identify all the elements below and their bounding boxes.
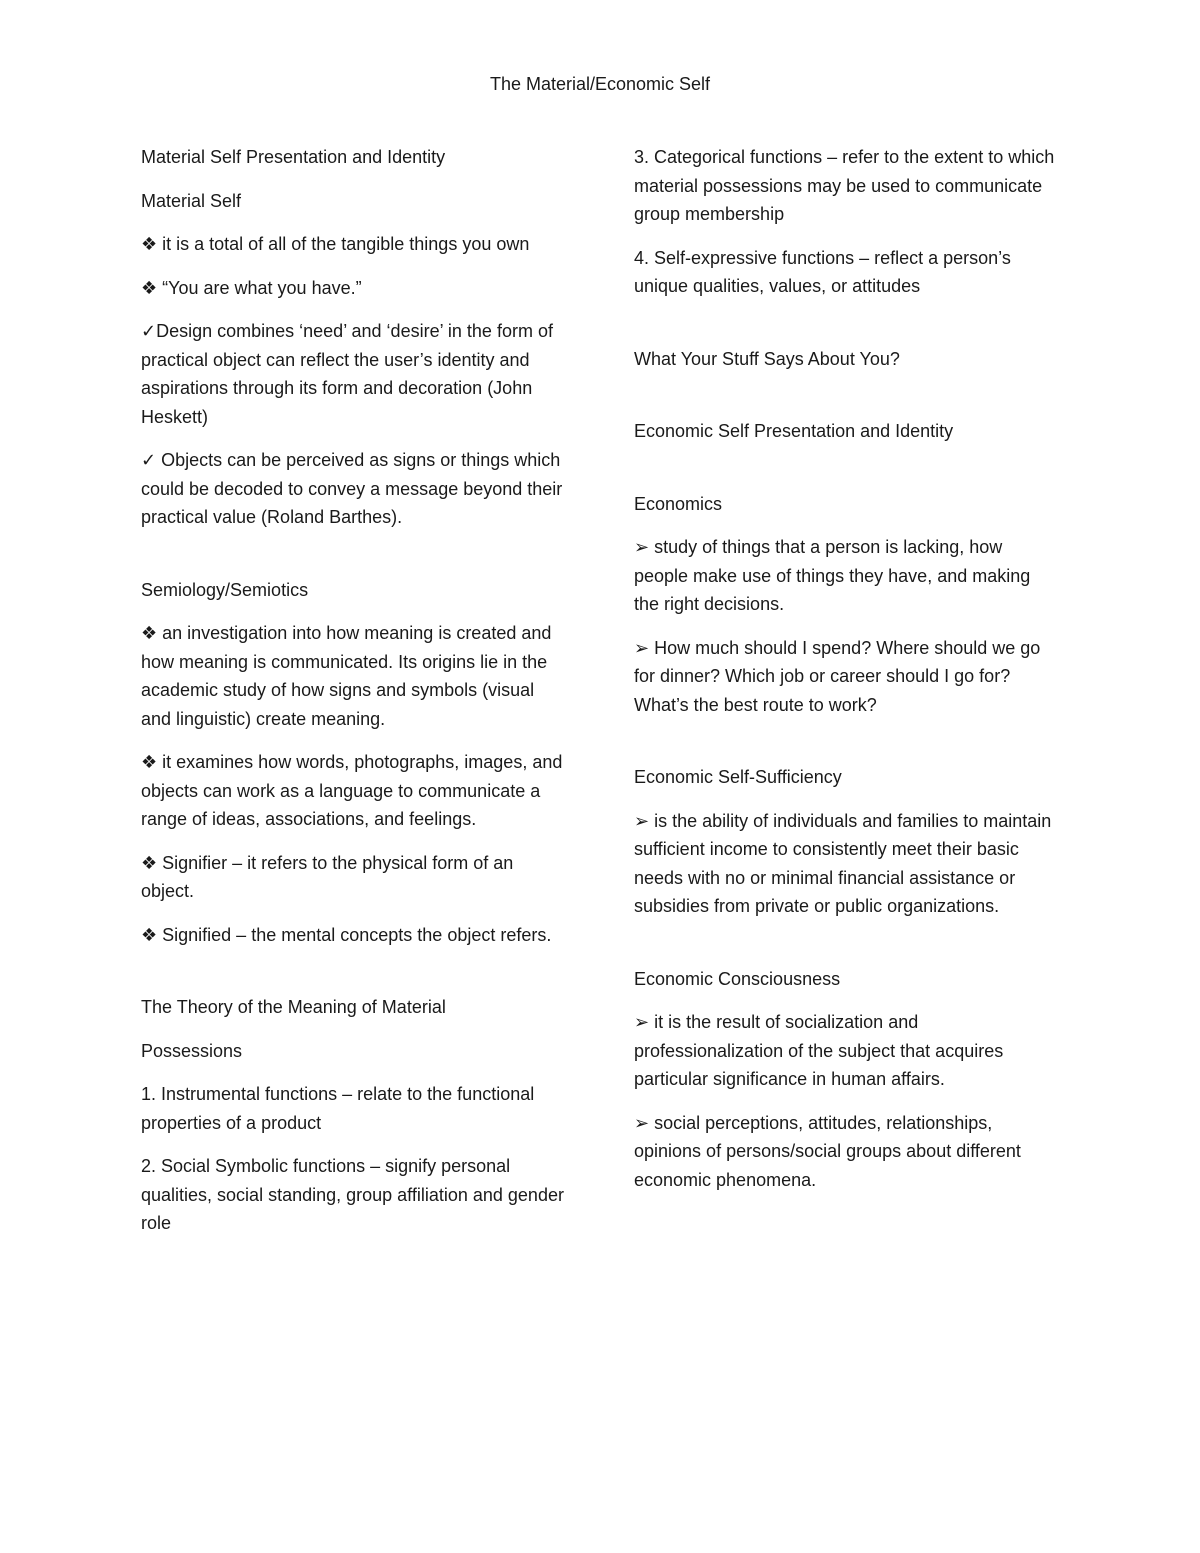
arrow-study-of-things: ➢ study of things that a person is lacking, how people make use of things they have, and making the right decisions. xyxy=(634,537,1031,614)
bullet-signified: ❖ Signified – the mental concepts the object refers. xyxy=(141,924,552,945)
heading-material-self-presentation: Material Self Presentation and Identity xyxy=(141,147,446,167)
bullet-investigation: ❖ an investigation into how meaning is created and how meaning is communicated. Its origins lie in the academic study of how signs and symbols (visual and linguistic) create meaning. xyxy=(141,623,552,729)
heading-possessions: Possessions xyxy=(141,1040,243,1061)
heading-what-your-stuff-says: What Your Stuff Says About You? xyxy=(634,348,900,369)
check-heskett: ✓Design combines ‘need’ and ‘desire’ in the form of practical object can reflect the user’s identity and aspirations through its form and decoration (John Heskett) xyxy=(141,321,553,427)
arrow-result-of-socialization: ➢ it is the result of socialization and professionalization of the subject that acquires particular significance in human affairs. xyxy=(634,1012,1004,1089)
item-social-symbolic-functions: 2. Social Symbolic functions – signify personal qualities, social standing, group affiliation and gender role xyxy=(141,1156,564,1233)
arrow-social-perceptions: ➢ social perceptions, attitudes, relationships, opinions of persons/social groups about different economic phenomena. xyxy=(634,1112,1021,1190)
spacer xyxy=(634,461,1059,490)
heading-economic-self-presentation: Economic Self Presentation and Identity xyxy=(634,421,954,441)
bullet-examines: ❖ it examines how words, photographs, images, and objects can work as a language to communicate a range of ideas, associations, and feelings. xyxy=(141,752,563,829)
bullet-you-are-what-you-have: ❖ “You are what you have.” xyxy=(141,277,362,298)
spacer xyxy=(634,734,1059,763)
spacer xyxy=(634,316,1059,345)
item-instrumental-functions: 1. Instrumental functions – relate to the functional properties of a product xyxy=(141,1084,535,1133)
spacer xyxy=(141,964,566,993)
right-column xyxy=(634,143,1059,1209)
bullet-tangible-things: ❖ it is a total of all of the tangible things you own xyxy=(141,234,530,254)
arrow-ability-of-individuals: ➢ is the ability of individuals and families to maintain sufficient income to consistently meet their basic needs with no or minimal financial assistance or subsidies from private or public organizations. xyxy=(634,810,1052,916)
heading-economic-consciousness: Economic Consciousness xyxy=(634,968,841,989)
heading-material-self: Material Self xyxy=(141,190,242,211)
heading-economics: Economics xyxy=(634,493,723,514)
spacer xyxy=(141,547,566,576)
bullet-signifier: ❖ Signifier – it refers to the physical form of an object. xyxy=(141,852,514,901)
spacer xyxy=(634,936,1059,965)
item-self-expressive-functions: 4. Self-expressive functions – reflect a person’s unique qualities, values, or attitudes xyxy=(634,247,1011,296)
check-barthes: ✓ Objects can be perceived as signs or things which could be decoded to convey a message beyond their practical value (Roland Barthes). xyxy=(141,450,563,527)
arrow-how-much-spend: ➢ How much should I spend? Where should we go for dinner? Which job or career should I go for? What’s the best route to work? xyxy=(634,637,1041,715)
page-title: The Material/Economic Self xyxy=(489,74,711,94)
item-categorical-functions: 3. Categorical functions – refer to the extent to which material possessions may be used to communicate group membership xyxy=(634,147,1055,224)
left-column xyxy=(141,143,566,1253)
spacer xyxy=(634,388,1059,417)
heading-economic-self-sufficiency: Economic Self-Sufficiency xyxy=(634,767,842,787)
heading-theory-meaning: The Theory of the Meaning of Material xyxy=(141,997,446,1017)
heading-semiology: Semiology/Semiotics xyxy=(141,579,309,600)
